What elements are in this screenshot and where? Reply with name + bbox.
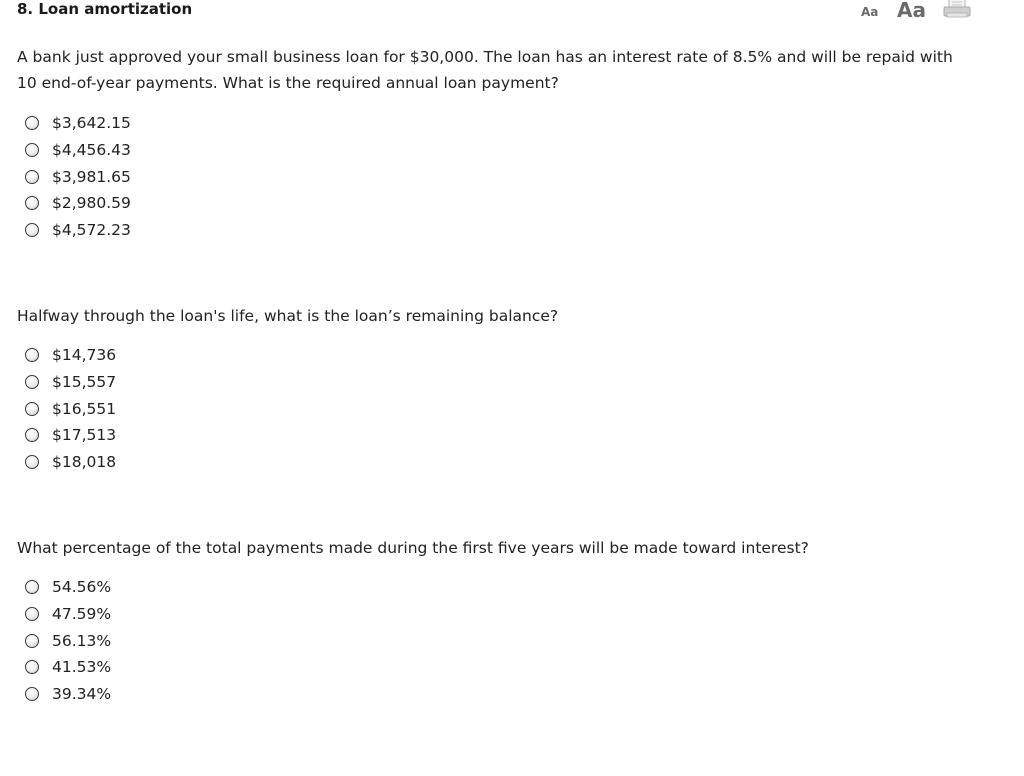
answer-option[interactable] bbox=[25, 422, 116, 449]
radio-button-icon[interactable] bbox=[25, 660, 39, 674]
answer-option[interactable] bbox=[25, 574, 111, 601]
radio-button-icon[interactable] bbox=[25, 348, 39, 362]
question-3 bbox=[17, 535, 977, 561]
radio-button-icon[interactable] bbox=[25, 196, 39, 210]
answer-option[interactable] bbox=[25, 137, 131, 164]
question-1 bbox=[17, 44, 977, 96]
answer-option-label: $3,642.15 bbox=[52, 114, 131, 133]
question-3-prompt: What percentage of the total payments made during the first five years will be made toward interest? bbox=[17, 539, 809, 557]
radio-button-icon[interactable] bbox=[25, 116, 39, 130]
answer-option-label: $2,980.59 bbox=[52, 194, 131, 213]
question-2-prompt: Halfway through the loan's life, what is the loan’s remaining balance? bbox=[17, 307, 559, 325]
answer-option-label: $4,456.43 bbox=[52, 141, 131, 160]
radio-button-icon[interactable] bbox=[25, 687, 39, 701]
answer-option-label: 41.53% bbox=[52, 658, 112, 677]
answer-option-label: $18,018 bbox=[52, 453, 117, 472]
answer-option-label: $3,981.65 bbox=[52, 167, 131, 186]
radio-button-icon[interactable] bbox=[25, 634, 39, 648]
answer-option[interactable] bbox=[25, 163, 131, 190]
radio-button-icon[interactable] bbox=[25, 607, 39, 621]
answer-option-label: 47.59% bbox=[52, 605, 112, 624]
answer-option[interactable] bbox=[25, 369, 116, 396]
question-3-options bbox=[25, 574, 111, 707]
answer-option-label: 54.56% bbox=[52, 578, 112, 597]
answer-option-label: $15,557 bbox=[52, 373, 117, 392]
question-1-prompt: A bank just approved your small business loan for $30,000. The loan has an interest rate of 8.5% and will be repaid with 10 end-of-year payments. What is the required annual loan payment? bbox=[17, 48, 953, 92]
answer-option[interactable] bbox=[25, 110, 131, 137]
answer-option[interactable] bbox=[25, 627, 111, 654]
question-2-options bbox=[25, 342, 116, 475]
radio-button-icon[interactable] bbox=[25, 580, 39, 594]
radio-button-icon[interactable] bbox=[25, 223, 39, 237]
font-size-large-button[interactable]: Aa bbox=[897, 0, 926, 22]
font-size-small-button[interactable]: Aa bbox=[861, 5, 879, 19]
radio-button-icon[interactable] bbox=[25, 375, 39, 389]
answer-option[interactable] bbox=[25, 449, 116, 476]
answer-option-label: $17,513 bbox=[52, 426, 117, 445]
answer-option[interactable] bbox=[25, 601, 111, 628]
answer-option-label: $4,572.23 bbox=[52, 221, 131, 240]
answer-option-label: $16,551 bbox=[52, 399, 117, 418]
answer-option-label: 39.34% bbox=[52, 685, 112, 704]
radio-button-icon[interactable] bbox=[25, 402, 39, 416]
answer-option[interactable] bbox=[25, 654, 111, 681]
printer-icon[interactable] bbox=[942, 0, 972, 20]
answer-option-label: 56.13% bbox=[52, 631, 112, 650]
answer-option[interactable] bbox=[25, 342, 116, 369]
header bbox=[0, 0, 1024, 24]
answer-option[interactable] bbox=[25, 395, 116, 422]
question-2 bbox=[17, 303, 977, 329]
answer-option[interactable] bbox=[25, 190, 131, 217]
page-title: 8. Loan amortization bbox=[17, 0, 193, 18]
question-1-options bbox=[25, 110, 131, 243]
radio-button-icon[interactable] bbox=[25, 455, 39, 469]
radio-button-icon[interactable] bbox=[25, 428, 39, 442]
answer-option[interactable] bbox=[25, 681, 111, 708]
radio-button-icon[interactable] bbox=[25, 143, 39, 157]
answer-option[interactable] bbox=[25, 217, 131, 244]
radio-button-icon[interactable] bbox=[25, 170, 39, 184]
answer-option-label: $14,736 bbox=[52, 346, 117, 365]
